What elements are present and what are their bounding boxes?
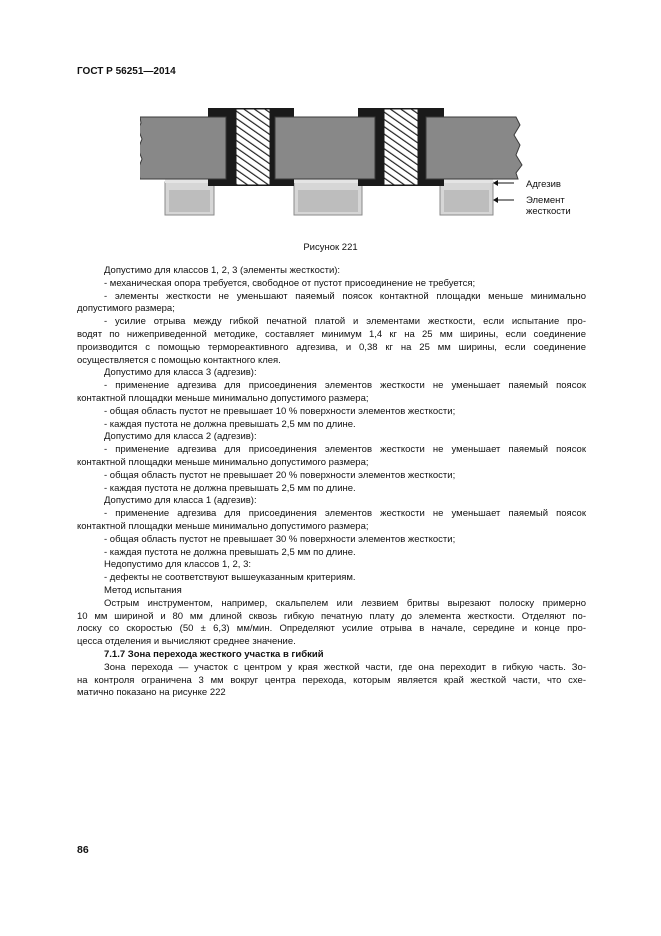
- text-line: допустимого размера;: [77, 303, 175, 315]
- adhesive-layer: [294, 179, 362, 183]
- via-right: [384, 109, 418, 185]
- text-line: - каждая пустота не должна превышать 2,5 мм по длине.: [104, 546, 356, 558]
- text-line: 10 мм шириной и 80 мм длиной сквозь гибкую печатную плату до элемента жесткости. Отделяют по-: [77, 610, 586, 622]
- board-left: [140, 117, 226, 179]
- via-left: [236, 109, 270, 185]
- figure-stiffener-diagram: [140, 103, 580, 221]
- text-line: - общая область пустот не превышает 10 % поверхности элементов жесткости;: [104, 405, 456, 417]
- text-line: - механическая опора требуется, свободное от пустот присоединение не требуется;: [104, 277, 476, 289]
- text-line: матично показано на рисунке 222: [77, 687, 226, 699]
- text-line: на контроля ограничена 3 мм вокруг центра перехода, которым является край жесткой части, что схе-: [77, 674, 586, 686]
- text-line: Зона перехода — участок с центром у края жесткой части, где она переходит в гибкую часть. Зо-: [104, 661, 586, 673]
- text-line: лоску со скоростью (50 ± 6,3) мм/мин. Определяют усилие отрыва в начале, середине и конце про-: [77, 623, 586, 635]
- text-line: Метод испытания: [104, 584, 182, 596]
- figure-caption: Рисунок 221: [303, 242, 358, 253]
- label-stiffener-line2: жесткости: [526, 206, 571, 217]
- text-line: - общая область пустот не превышает 30 % поверхности элементов жесткости;: [104, 533, 456, 545]
- text-line: - дефекты не соответствуют вышеуказанным критериям.: [104, 572, 356, 584]
- text-line: контактной площадки меньше минимально допустимого размера;: [77, 392, 369, 404]
- label-adhesive: Адгезив: [526, 179, 561, 190]
- text-line: - общая область пустот не превышает 20 % поверхности элементов жесткости;: [104, 469, 456, 481]
- text-line: Недопустимо для классов 1, 2, 3:: [104, 559, 251, 571]
- document-body: [77, 265, 586, 700]
- text-line: осуществляется с помощью контактного клея.: [77, 354, 281, 366]
- text-line: производится с помощью термореактивного адгезива, и 0,38 кг на 25 мм ширины, если соединение: [77, 341, 586, 353]
- text-line: - элементы жесткости не уменьшают паяемый поясок контактной площадки меньше минимально: [104, 290, 586, 302]
- board-middle: [275, 117, 375, 179]
- document-header: ГОСТ Р 56251—2014: [77, 66, 176, 77]
- text-line: водят по нижеприведенной методике, составляет минимум 1,4 кг на 25 мм ширины, если соединение: [77, 328, 586, 340]
- text-line: - применение адгезива для присоединения элементов жесткости не уменьшает паяемый поясок: [104, 508, 586, 520]
- adhesive-layer: [440, 179, 493, 183]
- text-line: - применение адгезива для присоединения элементов жесткости не уменьшает паяемый поясок: [104, 380, 586, 392]
- text-line: Допустимо для класса 2 (адгезив):: [104, 431, 257, 443]
- page-number: 86: [77, 844, 89, 856]
- text-line: Допустимо для класса 1 (адгезив):: [104, 495, 257, 507]
- text-line: - применение адгезива для присоединения элементов жесткости не уменьшает паяемый поясок: [104, 444, 586, 456]
- text-line: Допустимо для классов 1, 2, 3 (элементы жесткости):: [104, 265, 341, 276]
- text-line: Допустимо для класса 3 (адгезив):: [104, 367, 257, 379]
- text-line: контактной площадки меньше минимально допустимого размера;: [77, 520, 369, 532]
- text-line: - усилие отрыва между гибкой печатной платой и элементами жесткости, если испытание про-: [104, 316, 586, 328]
- text-line: цесса отделения и вычисляют среднее значение.: [77, 636, 296, 648]
- text-line: контактной площадки меньше минимально допустимого размера;: [77, 456, 369, 468]
- text-line: - каждая пустота не должна превышать 2,5 мм по длине.: [104, 418, 356, 430]
- board-right: [426, 117, 522, 179]
- section-heading: 7.1.7 Зона перехода жесткого участка в гибкий: [104, 648, 324, 660]
- text-line: Острым инструментом, например, скальпелем или лезвием бритвы вырезают полоску примерно: [104, 597, 586, 609]
- label-stiffener-line1: Элемент: [526, 195, 565, 206]
- text-line: - каждая пустота не должна превышать 2,5 мм по длине.: [104, 482, 356, 494]
- adhesive-layer: [165, 179, 214, 183]
